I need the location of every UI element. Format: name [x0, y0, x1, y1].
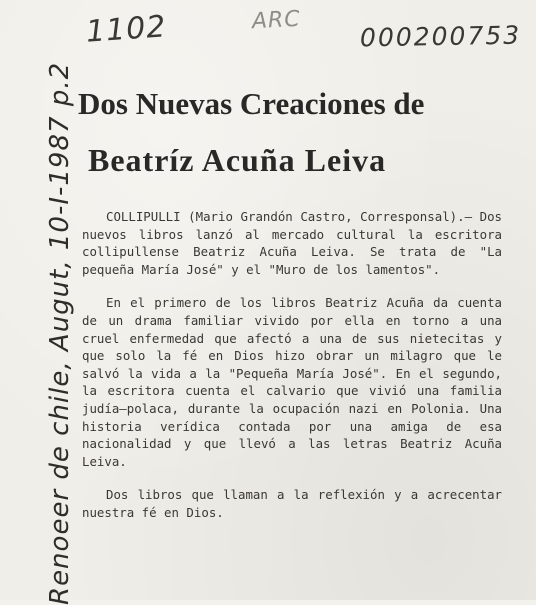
headline [78, 84, 518, 180]
paragraph-3: Dos libros que llaman a la reflexión y a acrecentar nuestra fé en Dios. [82, 487, 502, 520]
handwritten-source-note: Renoeer de chile, Augut, 10-I-1987 p.2 [45, 61, 75, 605]
paragraph-1: COLLIPULLI (Mario Grandón Castro, Corresponsal).— Dos nuevos libros lanzó al mercado cultural la escritora collipullense Beatriz Acuña Leiva. Se trata de "La pequeña María José" y el "Muro de los lamentos". [82, 209, 502, 277]
stamp-text: ARC [251, 6, 302, 35]
article-body [82, 208, 502, 538]
paragraph-2: En el primero de los libros Beatriz Acuña da cuenta de un drama familiar vivido por ella en torno a una cruel enfermedad que afectó a una de sus nietecitas y que solo la fé en Dios hizo obrar un milagro que le salvó la vida a la "Pequeña María José". En el segundo, la escritora cuenta el calvario que vivió una familia judía—polaca, durante la ocupación nazi en Polonia. Una historia verídica contada por una amiga de esa nacionalidad y que llevó a las letras Beatriz Acuña Leiva. [82, 295, 502, 469]
headline-line-1: Dos Nuevas Creaciones de [78, 86, 425, 121]
handwritten-number: 1102 [84, 9, 168, 50]
handwritten-code: 000200753 [359, 20, 522, 53]
headline-line-2: Beatríz Acuña Leiva [88, 142, 387, 178]
